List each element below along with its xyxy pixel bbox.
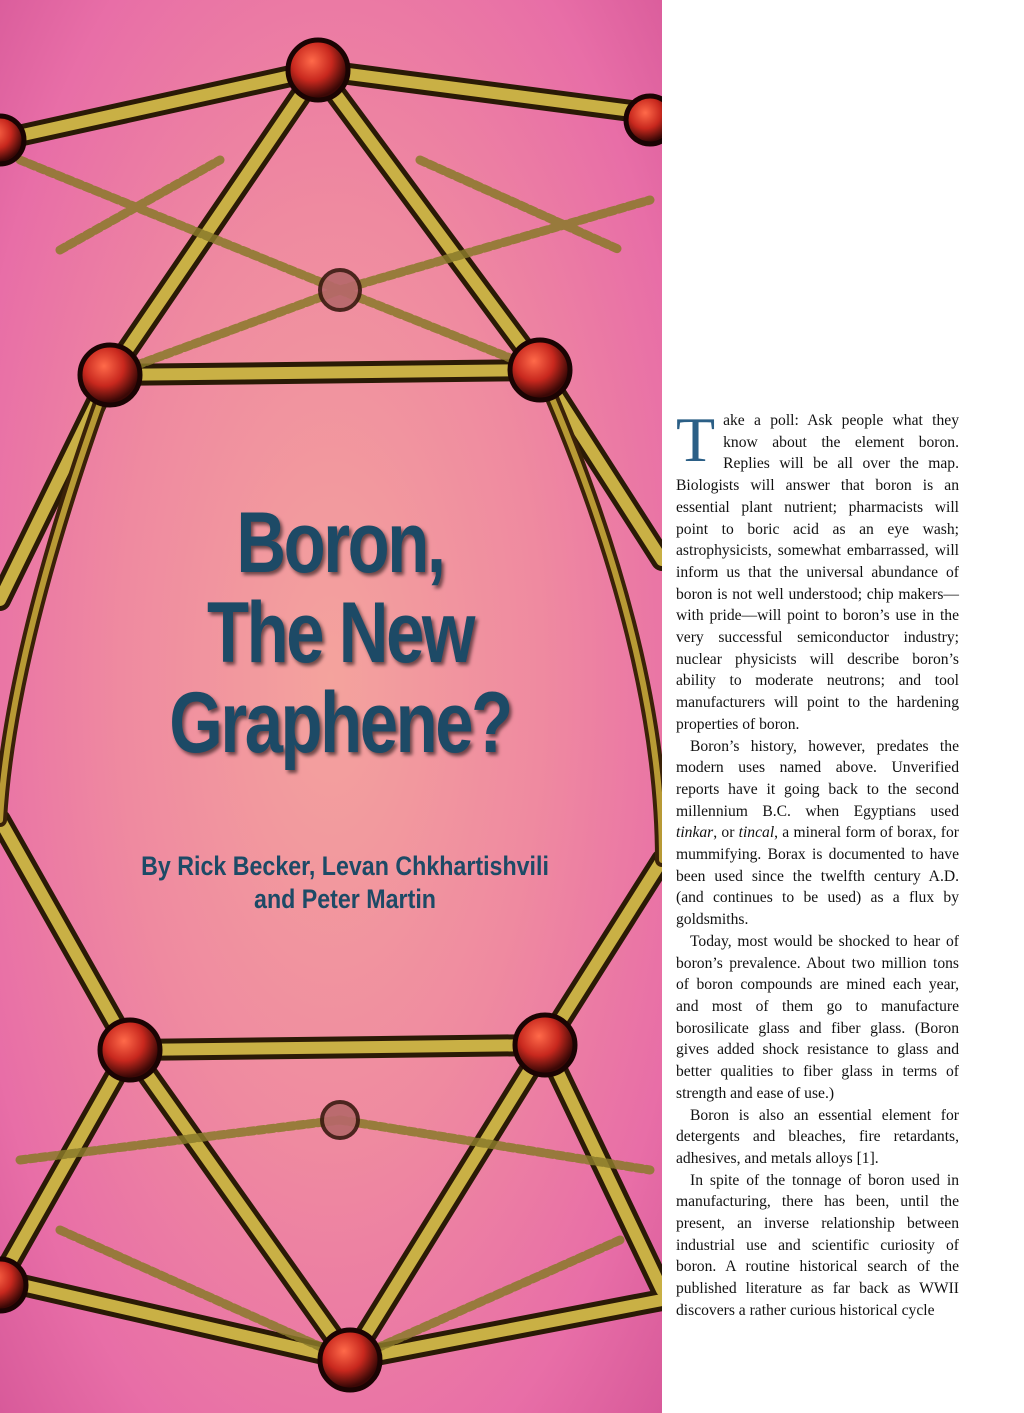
paragraph-text: , a mineral form of borax, for mummifying. Borax is documented to have been used since the twelfth century A.D. (and continues to be used) as a flux by goldsmiths. <box>676 824 959 929</box>
byline-line: and Peter Martin <box>254 884 436 914</box>
drop-cap: T <box>676 404 716 475</box>
paragraph-uses: Boron is also an essential element for detergents and bleaches, fire retardants, adhesives, and metals alloys [1]. <box>676 1106 959 1167</box>
paragraph-intro <box>676 404 959 736</box>
paragraph-text: ake a poll: Ask people what they know about the element boron. Replies will be all over the map. Biologists will answer that boron is an essential plant nutrient; pharmacists will point to boric acid as an eye wash; astrophysicists, somewhat embarrassed, will inform us that the universal abundance of boron is not well understood; chip makers—with pride—will point to boron’s use in the very successful semiconductor industry; nuclear physicists will describe boron’s ability to moderate neutrons; and tool manufacturers will point to the hardening properties of boron. <box>676 412 959 733</box>
author-byline <box>139 850 552 916</box>
paragraph-prevalence: Today, most would be shocked to hear of boron’s prevalence. About two million tons of boron compounds are mined each year, and most of them go to manufacture borosilicate glass and fiber glass. (Boron gives added shock resistance to glass and better qualities to fiber glass in terms of strength and ease of use.) <box>676 932 959 1102</box>
title-line: The New <box>206 585 474 681</box>
paragraph-text: , or <box>713 824 739 842</box>
term-tinkar: tinkar <box>676 824 714 842</box>
term-tincal: tincal <box>738 824 775 842</box>
paragraph-text: Boron’s history, however, predates the modern uses named above. Unverified reports have it going back to the second millennium B.C. when Egyptians used <box>676 737 959 820</box>
article-body <box>676 404 959 1322</box>
paragraph-history <box>676 736 959 931</box>
title-line: Graphene? <box>169 675 511 771</box>
paragraph-cycle: In spite of the tonnage of boron used in manufacturing, there has been, until the present, an inverse relationship between industrial use and scientific curiosity of boron. A routine historical search of the published literature as far back as WWII discovers a rather curious historical cycle <box>676 1171 959 1319</box>
byline-line: By Rick Becker, Levan Chkhartishvili <box>141 851 549 881</box>
article-title <box>164 495 516 771</box>
title-line: Boron, <box>236 495 444 591</box>
